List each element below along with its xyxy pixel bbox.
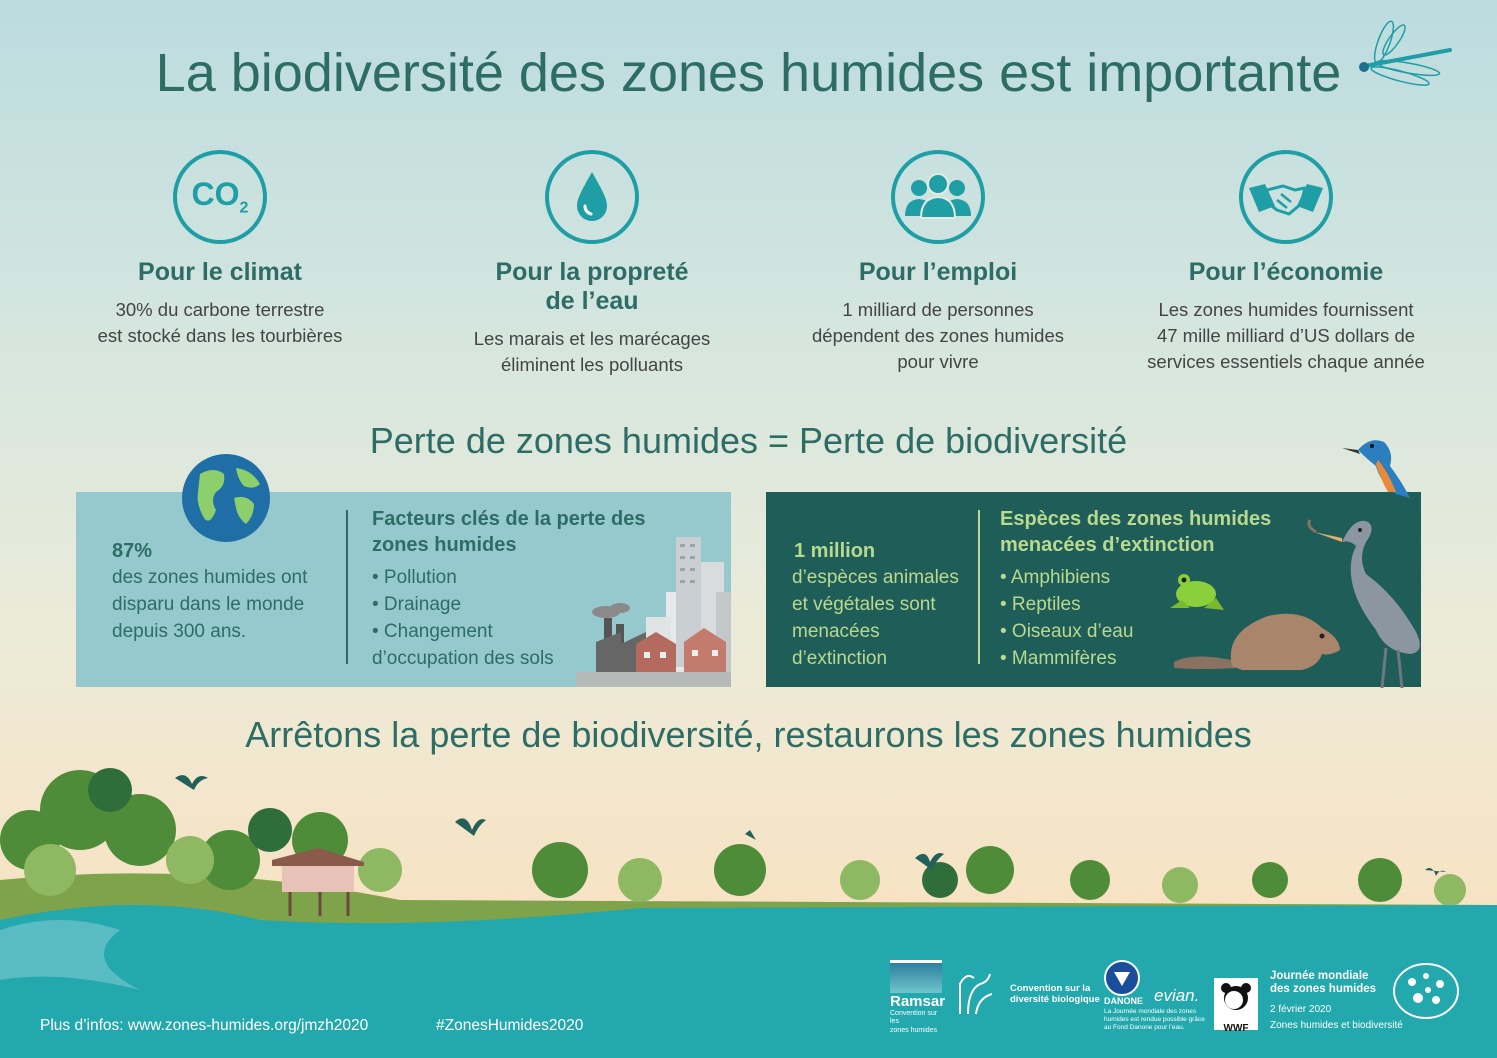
pillar-heading: Pour l’emploi [858,258,1018,286]
wwd-title: Journée mondiale des zones humides [1270,970,1377,996]
factor-item: • Drainage [372,593,462,615]
pillar-heading: Pour la propreté de l’eau [495,258,689,315]
co2-label: CO [191,176,240,212]
call-to-action: Arrêtons la perte de biodiversité, restaurons les zones humides [245,714,1252,755]
species-box [766,492,1421,687]
pillar-economy [1126,150,1446,376]
city-illustration [576,532,731,687]
info-link[interactable]: Plus d’infos: www.zones-humides.org/jmzh2020 [40,1017,369,1034]
section-subtitle: Perte de zones humides = Perte de biodiversité [369,420,1128,461]
handshake-icon [1239,150,1333,244]
species-heading: Espèces des zones humides menacées d’extinction [1000,508,1272,556]
loss-stat: 87% [112,540,153,562]
wwf-name: WWF [1223,1023,1249,1034]
page-title: La biodiversité des zones humides est importante [155,43,1342,103]
factor-item-tail: d’occupation des sols [372,647,554,669]
species-item: • Oiseaux d’eau [1000,620,1134,642]
hashtag: #ZonesHumides2020 [436,1017,584,1034]
ramsar-waves-icon [890,960,942,993]
pillar-text: 1 milliard de personnes dépendent des zones humides pour vivre [812,298,1064,373]
wwd-emblem-icon [1392,962,1460,1020]
species-stat-text: d’espèces animales et végétales sont menacées d’extinction [792,567,959,669]
pillar-heading: Pour le climat [138,258,302,286]
evian-name: evian. [1154,986,1200,1005]
pillar-text: Les zones humides fournissent 47 mille milliard d’US dollars de services essentiels chaque année [1147,298,1425,373]
ramsar-name: Ramsar [890,993,946,1010]
species-stat: 1 million [794,540,876,562]
wwd-theme: Zones humides et biodiversité [1270,1020,1403,1031]
co2-icon [173,150,267,244]
loss-stat-text: des zones humides ont disparu dans le monde depuis 300 ans. [112,567,308,642]
factor-item: • Pollution [372,567,457,588]
wwf-logo [1214,978,1258,1034]
pillar-water [432,150,752,378]
wetland-loss-box [76,492,731,687]
co2-subscript: 2 [239,199,249,217]
danone-note: La Journée mondiale des zones humides est rendue possible grâce au Fond Danone pour l’eau. [1104,1008,1205,1031]
heron-icon [1306,512,1436,692]
pillar-heading: Pour l’économie [1188,258,1384,286]
danone-name: DANONE [1104,996,1144,1006]
ramsar-logo [890,960,946,1035]
pillar-employment [778,150,1098,376]
factors-list [372,565,554,673]
pillar-text: Les marais et les marécages éliminent les polluants [473,327,711,375]
factors-heading: Facteurs clés de la perte des zones humides [372,508,646,556]
species-item: • Amphibiens [1000,567,1111,588]
kingfisher-icon [1340,432,1420,502]
water-drop-icon [545,150,639,244]
factor-item: • Changement [372,620,493,642]
panda-icon [1214,978,1258,1018]
globe-icon [180,452,272,544]
species-item: • Reptiles [1000,593,1081,615]
species-list [1000,565,1133,673]
cbd-label: Convention sur la diversité biologique [1010,983,1100,1006]
people-icon [891,150,985,244]
danone-logo-icon [1104,960,1140,996]
pillar-text: 30% du carbone terrestre est stocké dans les tourbières [97,298,343,347]
dragonfly-icon [1350,20,1460,90]
pillar-climate [60,150,380,349]
species-item: • Mammifères [1000,647,1117,669]
wwd-date: 2 février 2020 [1270,1004,1332,1015]
ramsar-subtitle: Convention sur les zones humides [890,1010,938,1034]
cbd-logo-icon [950,964,998,1016]
box-divider [346,510,348,664]
box-divider [978,510,980,664]
